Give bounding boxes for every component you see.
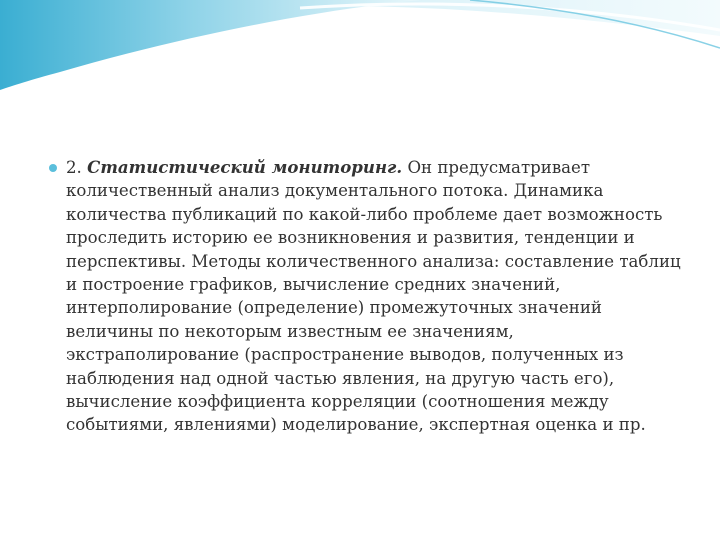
slide-content (44, 156, 684, 437)
bullet-body: Он предусматривает количественный анализ документального потока. Динамика количества публикаций по какой-либо проблеме дает возможность проследить историю ее возникновения и развития, тенденции и перспективы. Методы количественного анализа: составление таблиц и построение графиков, вычисление средних значений, интерполирование (определение) промежуточных значений величины по некоторым известным ее значениям, экстраполирование (распространение выводов, полученных из наблюдения над одной частью явления, на другую часть его), вычисление коэффициента корреляции (соотношения между событиями, явлениями) моделирование, экспертная оценка и пр. (66, 158, 681, 435)
bullet-title: Статистический мониторинг. (87, 157, 403, 177)
circle-bullet-icon (49, 164, 57, 172)
wave-front-layer (0, 0, 420, 90)
bullet-item (44, 156, 684, 437)
bullet-number: 2. (66, 158, 82, 177)
header-wave-decoration (0, 0, 720, 110)
bullet-paragraph (66, 156, 684, 437)
